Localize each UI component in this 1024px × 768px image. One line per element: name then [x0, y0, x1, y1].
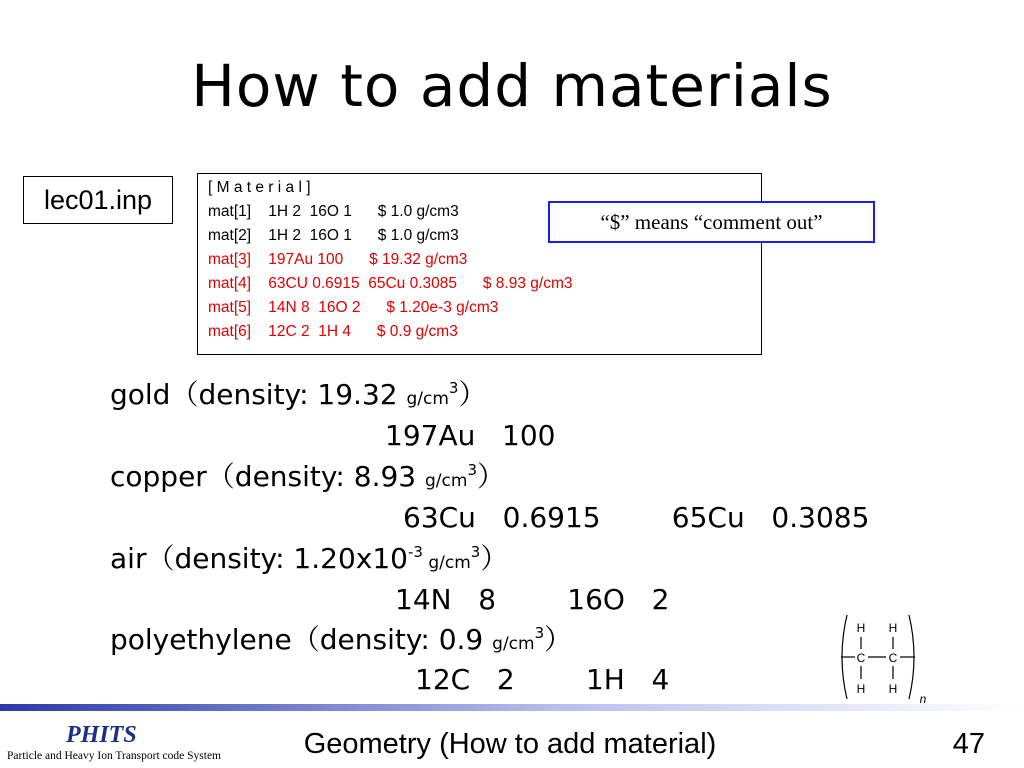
- copper-suffix: ）: [477, 460, 506, 493]
- polyethylene-density-line: [110, 623, 572, 661]
- polyethylene-unit: g/cm: [492, 634, 535, 654]
- gold-density-line: [110, 378, 486, 416]
- atom-c-right: C: [888, 651, 898, 665]
- page-number: 47: [952, 728, 985, 760]
- air-unit: g/cm: [422, 553, 471, 573]
- atom-h-bottom-right: H: [888, 682, 898, 696]
- gold-prefix: gold（density: 19.32: [110, 378, 407, 411]
- footer-bar: [0, 704, 1024, 720]
- comment-note: “$” means “comment out”: [548, 201, 875, 243]
- gold-unit: g/cm: [406, 389, 449, 409]
- footer-title: Geometry (How to add material): [303, 728, 717, 760]
- code-line: mat[5] 14N 8 16O 2 $ 1.20e-3 g/cm3: [208, 299, 499, 316]
- copper-prefix: copper（density: 8.93: [110, 460, 426, 493]
- code-line: mat[1] 1H 2 16O 1 $ 1.0 g/cm3: [208, 203, 459, 220]
- polyethylene-suffix: ）: [544, 623, 573, 656]
- slide-title: How to add materials: [191, 52, 833, 120]
- code-line: mat[4] 63CU 0.6915 65Cu 0.3085 $ 8.93 g/cm3: [208, 275, 573, 292]
- copper-unit: g/cm: [425, 471, 468, 491]
- code-line: mat[3] 197Au 100 $ 19.32 g/cm3: [208, 251, 468, 268]
- air-prefix: air（density: 1.20x10: [110, 542, 408, 575]
- code-line: mat[2] 1H 2 16O 1 $ 1.0 g/cm3: [208, 227, 459, 244]
- polyethylene-composition: 12C 2 1H 4: [415, 663, 670, 696]
- polyethylene-structure-diagram: [833, 611, 933, 703]
- phits-logo-subtitle: Particle and Heavy Ion Transport code System: [7, 750, 221, 762]
- phits-logo: PHITS: [66, 722, 137, 748]
- atom-h-top-right: H: [888, 621, 898, 635]
- air-suffix: ）: [480, 542, 509, 575]
- gold-unit-exp: 3: [448, 379, 459, 397]
- atom-h-bottom-left: H: [856, 682, 866, 696]
- air-composition: 14N 8 16O 2: [395, 583, 670, 616]
- atom-h-top-left: H: [856, 621, 866, 635]
- file-label: lec01.inp: [23, 176, 173, 224]
- gold-composition: 197Au 100: [385, 419, 556, 452]
- repeat-subscript: n: [919, 692, 927, 703]
- atom-c-left: C: [856, 651, 866, 665]
- code-header: [ M a t e r i a l ]: [208, 179, 311, 196]
- air-unit-exp: 3: [470, 543, 481, 561]
- polyethylene-prefix: polyethylene（density: 0.9: [110, 623, 493, 656]
- air-density-exp: -3: [407, 543, 423, 561]
- gold-suffix: ）: [458, 378, 487, 411]
- copper-density-line: [110, 460, 505, 498]
- code-line: mat[6] 12C 2 1H 4 $ 0.9 g/cm3: [208, 323, 458, 340]
- air-density-line: [110, 542, 508, 580]
- polyethylene-unit-exp: 3: [534, 624, 545, 642]
- copper-composition: 63Cu 0.6915 65Cu 0.3085: [403, 501, 870, 534]
- copper-unit-exp: 3: [467, 461, 477, 479]
